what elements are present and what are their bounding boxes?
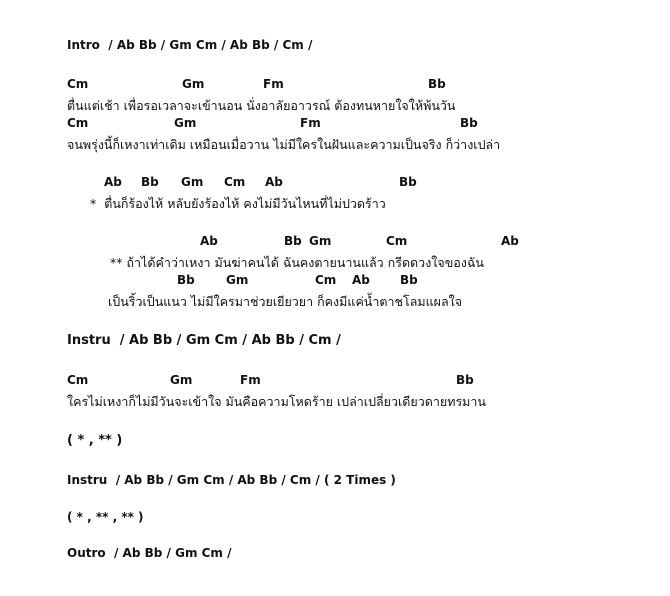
intro-line: Intro / Ab Bb / Gm Cm / Ab Bb / Cm / <box>67 38 313 52</box>
chord-label: Ab <box>104 175 122 189</box>
chord-label: Fm <box>240 373 261 387</box>
lyric-line: ** ถ้าได้คำว่าเหงา มันฆ่าคนได้ ฉันคงตายนานแล้ว กรีดดวงใจของฉัน <box>110 255 484 270</box>
chord-label: Cm <box>67 77 89 91</box>
outro-line: Outro / Ab Bb / Gm Cm / <box>67 546 232 560</box>
chord-label: Gm <box>174 116 197 130</box>
lyric-line: ตื่นแต่เช้า เพื่อรอเวลาจะเข้านอน นั่งอาลัยอาวรณ์ ต้องทนหายใจให้พ้นวัน <box>67 98 456 113</box>
chord-label: Ab <box>200 234 218 248</box>
chord-label: Ab <box>265 175 283 189</box>
chord-label: Cm <box>67 116 89 130</box>
chord-label: Ab <box>352 273 370 287</box>
chord-label: Gm <box>170 373 193 387</box>
chord-label: Fm <box>300 116 321 130</box>
chord-label: Bb <box>428 77 446 91</box>
chord-label: Gm <box>309 234 332 248</box>
chord-label: Cm <box>224 175 246 189</box>
chord-label: Bb <box>400 273 418 287</box>
chord-label: Bb <box>399 175 417 189</box>
chord-label: Fm <box>263 77 284 91</box>
chord-label: Bb <box>460 116 478 130</box>
chord-label: Cm <box>67 373 89 387</box>
chord-label: Gm <box>182 77 205 91</box>
instru-line: Instru / Ab Bb / Gm Cm / Ab Bb / Cm / <box>67 333 341 348</box>
chord-label: Bb <box>284 234 302 248</box>
chord-label: Bb <box>141 175 159 189</box>
instru-line: Instru / Ab Bb / Gm Cm / Ab Bb / Cm / ( 2 Times ) <box>67 473 396 487</box>
chord-label: Ab <box>501 234 519 248</box>
chord-label: Bb <box>456 373 474 387</box>
chord-label: Bb <box>177 273 195 287</box>
lyric-line: ใครไม่เหงาก็ไม่มีวันจะเข้าใจ มันคือความโหดร้าย เปล่าเปลี่ยวเดียวดายทรมาน <box>67 394 486 409</box>
chord-label: Gm <box>181 175 204 189</box>
lyric-line: เป็นริ้วเป็นแนว ไม่มีใครมาช่วยเยียวยา ก็คงมีแค่น้ำตาชโลมแผลใจ <box>108 294 463 309</box>
chord-label: Cm <box>386 234 408 248</box>
lyric-line: จนพรุ่งนี้ก็เหงาเท่าเดิม เหมือนเมื่อวาน ไม่มีใครในฝันและความเป็นจริง ก็ว่างเปล่า <box>67 137 501 152</box>
chord-label: Gm <box>226 273 249 287</box>
repeat-marker: ( * , ** ) <box>67 433 123 448</box>
lyric-line: * ตื่นก็ร้องไห้ หลับยังร้องไห้ คงไม่มีวันไหนที่ไม่ปวดร้าว <box>90 196 386 211</box>
repeat-marker: ( * , ** , ** ) <box>67 510 144 524</box>
chord-label: Cm <box>315 273 337 287</box>
